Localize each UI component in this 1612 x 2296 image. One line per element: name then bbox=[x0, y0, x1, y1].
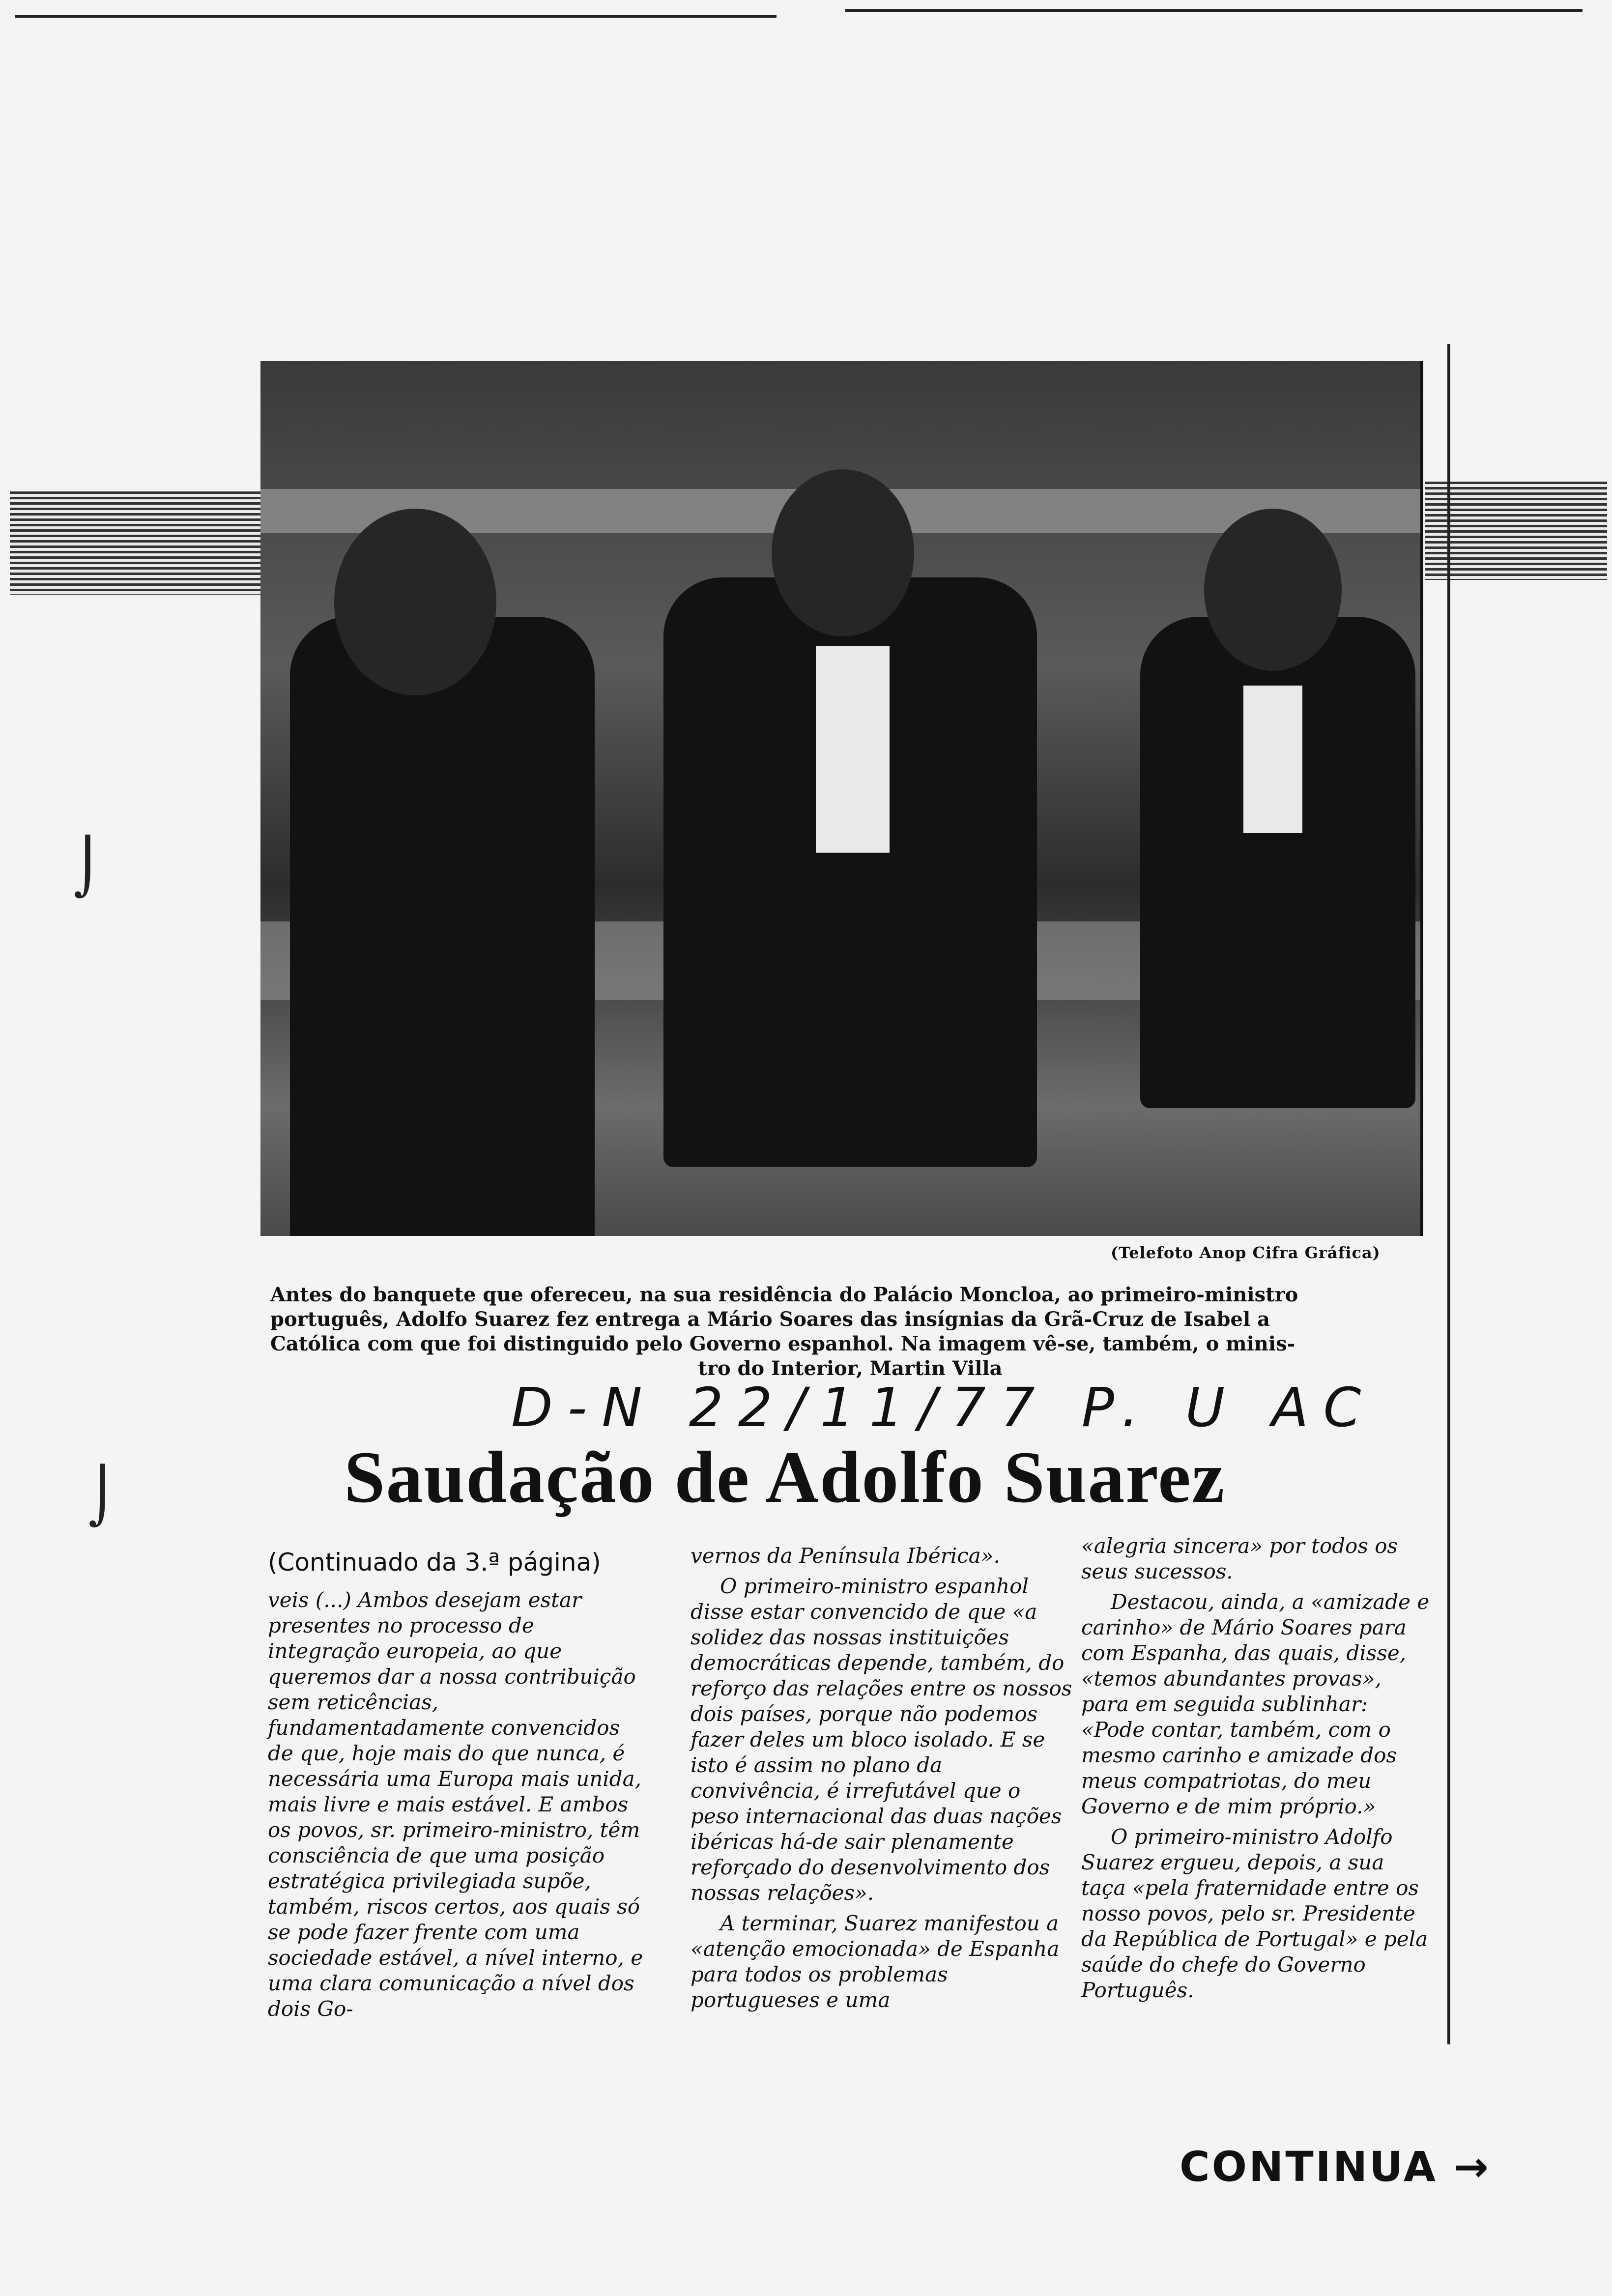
handwritten-source-note: D-N 22/11/77 P. U AC bbox=[511, 1376, 1376, 1439]
margin-mark-arc: ⌡ bbox=[88, 1464, 117, 1527]
column-3-paragraph: Destacou, ainda, a «amizade e carinho» de Mário Soares para com Espanha, das quais, disse, «temos abundantes provas», para em seguida sublinhar: «Pode contar, também, com o mesmo carinho e amizade dos meus compatriotas, do meu Governo e de mim próprio.» bbox=[1081, 1590, 1430, 1818]
caption-line-1: Antes do banquete que ofereceu, na sua residência do Palácio Moncloa, ao primeiro-ministro bbox=[270, 1283, 1298, 1306]
column-2-paragraph: O primeiro-ministro espanhol disse estar convencido de que «a solidez das nossas instituições democráticas depende, também, do reforço das relações entre os nossos dois países, porque não podemos fazer deles um bloco isolado. E se isto é assim no plano da convivência, é irrefutável que o peso internacional das duas nações ibéricas há-de sair plenamente reforçado do desenvolvimento dos nossas relações». bbox=[691, 1574, 1072, 1905]
caption-line-3: Católica com que foi distinguido pelo Governo espanhol. Na imagem vê-se, também, o minis- bbox=[270, 1332, 1295, 1355]
photo-credit: (Telefoto Anop Cifra Gráfica) bbox=[1111, 1243, 1381, 1262]
article-headline: Saudação de Adolfo Suarez bbox=[344, 1436, 1226, 1518]
continua-note: CONTINUA → bbox=[1180, 2143, 1491, 2191]
scan-artifact-top-right bbox=[845, 9, 1583, 12]
scan-artifact-top bbox=[15, 15, 777, 18]
column-1-paragraph: veis (...) Ambos desejam estar presentes no processo de integração europeia, ao que queremos dar a nossa contribuição sem reticências, fundamentadamente convencidos de que, hoje mais do que nunca, é necessária uma Europa mais unida, mais livre e mais estável. E ambos os povos, sr. primeiro-ministro, têm consciência de que uma posição estratégica privilegiada supõe, também, riscos certos, aos quais só se pode fazer frente com uma sociedade estável, a nível interno, e uma clara comunicação a nível dos dois Go- bbox=[268, 1588, 643, 2021]
article-column-2 bbox=[691, 1543, 1074, 2018]
margin-mark-arc: ⌡ bbox=[74, 835, 102, 898]
continued-from-label: (Continuado da 3.ª página) bbox=[268, 1548, 601, 1577]
right-margin-rule bbox=[1447, 344, 1450, 2044]
article-column-1 bbox=[268, 1587, 651, 2027]
scan-noise-band-left bbox=[10, 491, 260, 595]
caption-line-4: tro do Interior, Martin Villa bbox=[698, 1357, 1003, 1380]
photo-caption bbox=[270, 1283, 1430, 1381]
column-3-paragraph: O primeiro-ministro Adolfo Suarez ergueu, depois, a sua taça «pela fraternidade entre os nosso povos, pelo sr. Presidente da República de Portugal» e pela saúde do chefe do Governo Português. bbox=[1081, 1825, 1428, 2002]
article-column-3 bbox=[1081, 1533, 1435, 2008]
news-photo bbox=[260, 361, 1423, 1236]
caption-line-2: português, Adolfo Suarez fez entrega a Mário Soares das insígnias da Grã-Cruz de Isabel a bbox=[270, 1308, 1270, 1331]
column-2-paragraph: vernos da Península Ibérica». bbox=[691, 1544, 1000, 1568]
column-2-paragraph: A terminar, Suarez manifestou a «atenção emocionada» de Espanha para todos os problemas portugueses e uma bbox=[691, 1911, 1060, 2012]
column-3-paragraph: «alegria sincera» por todos os seus sucessos. bbox=[1081, 1534, 1398, 1583]
scan-noise-band-right bbox=[1425, 482, 1607, 580]
